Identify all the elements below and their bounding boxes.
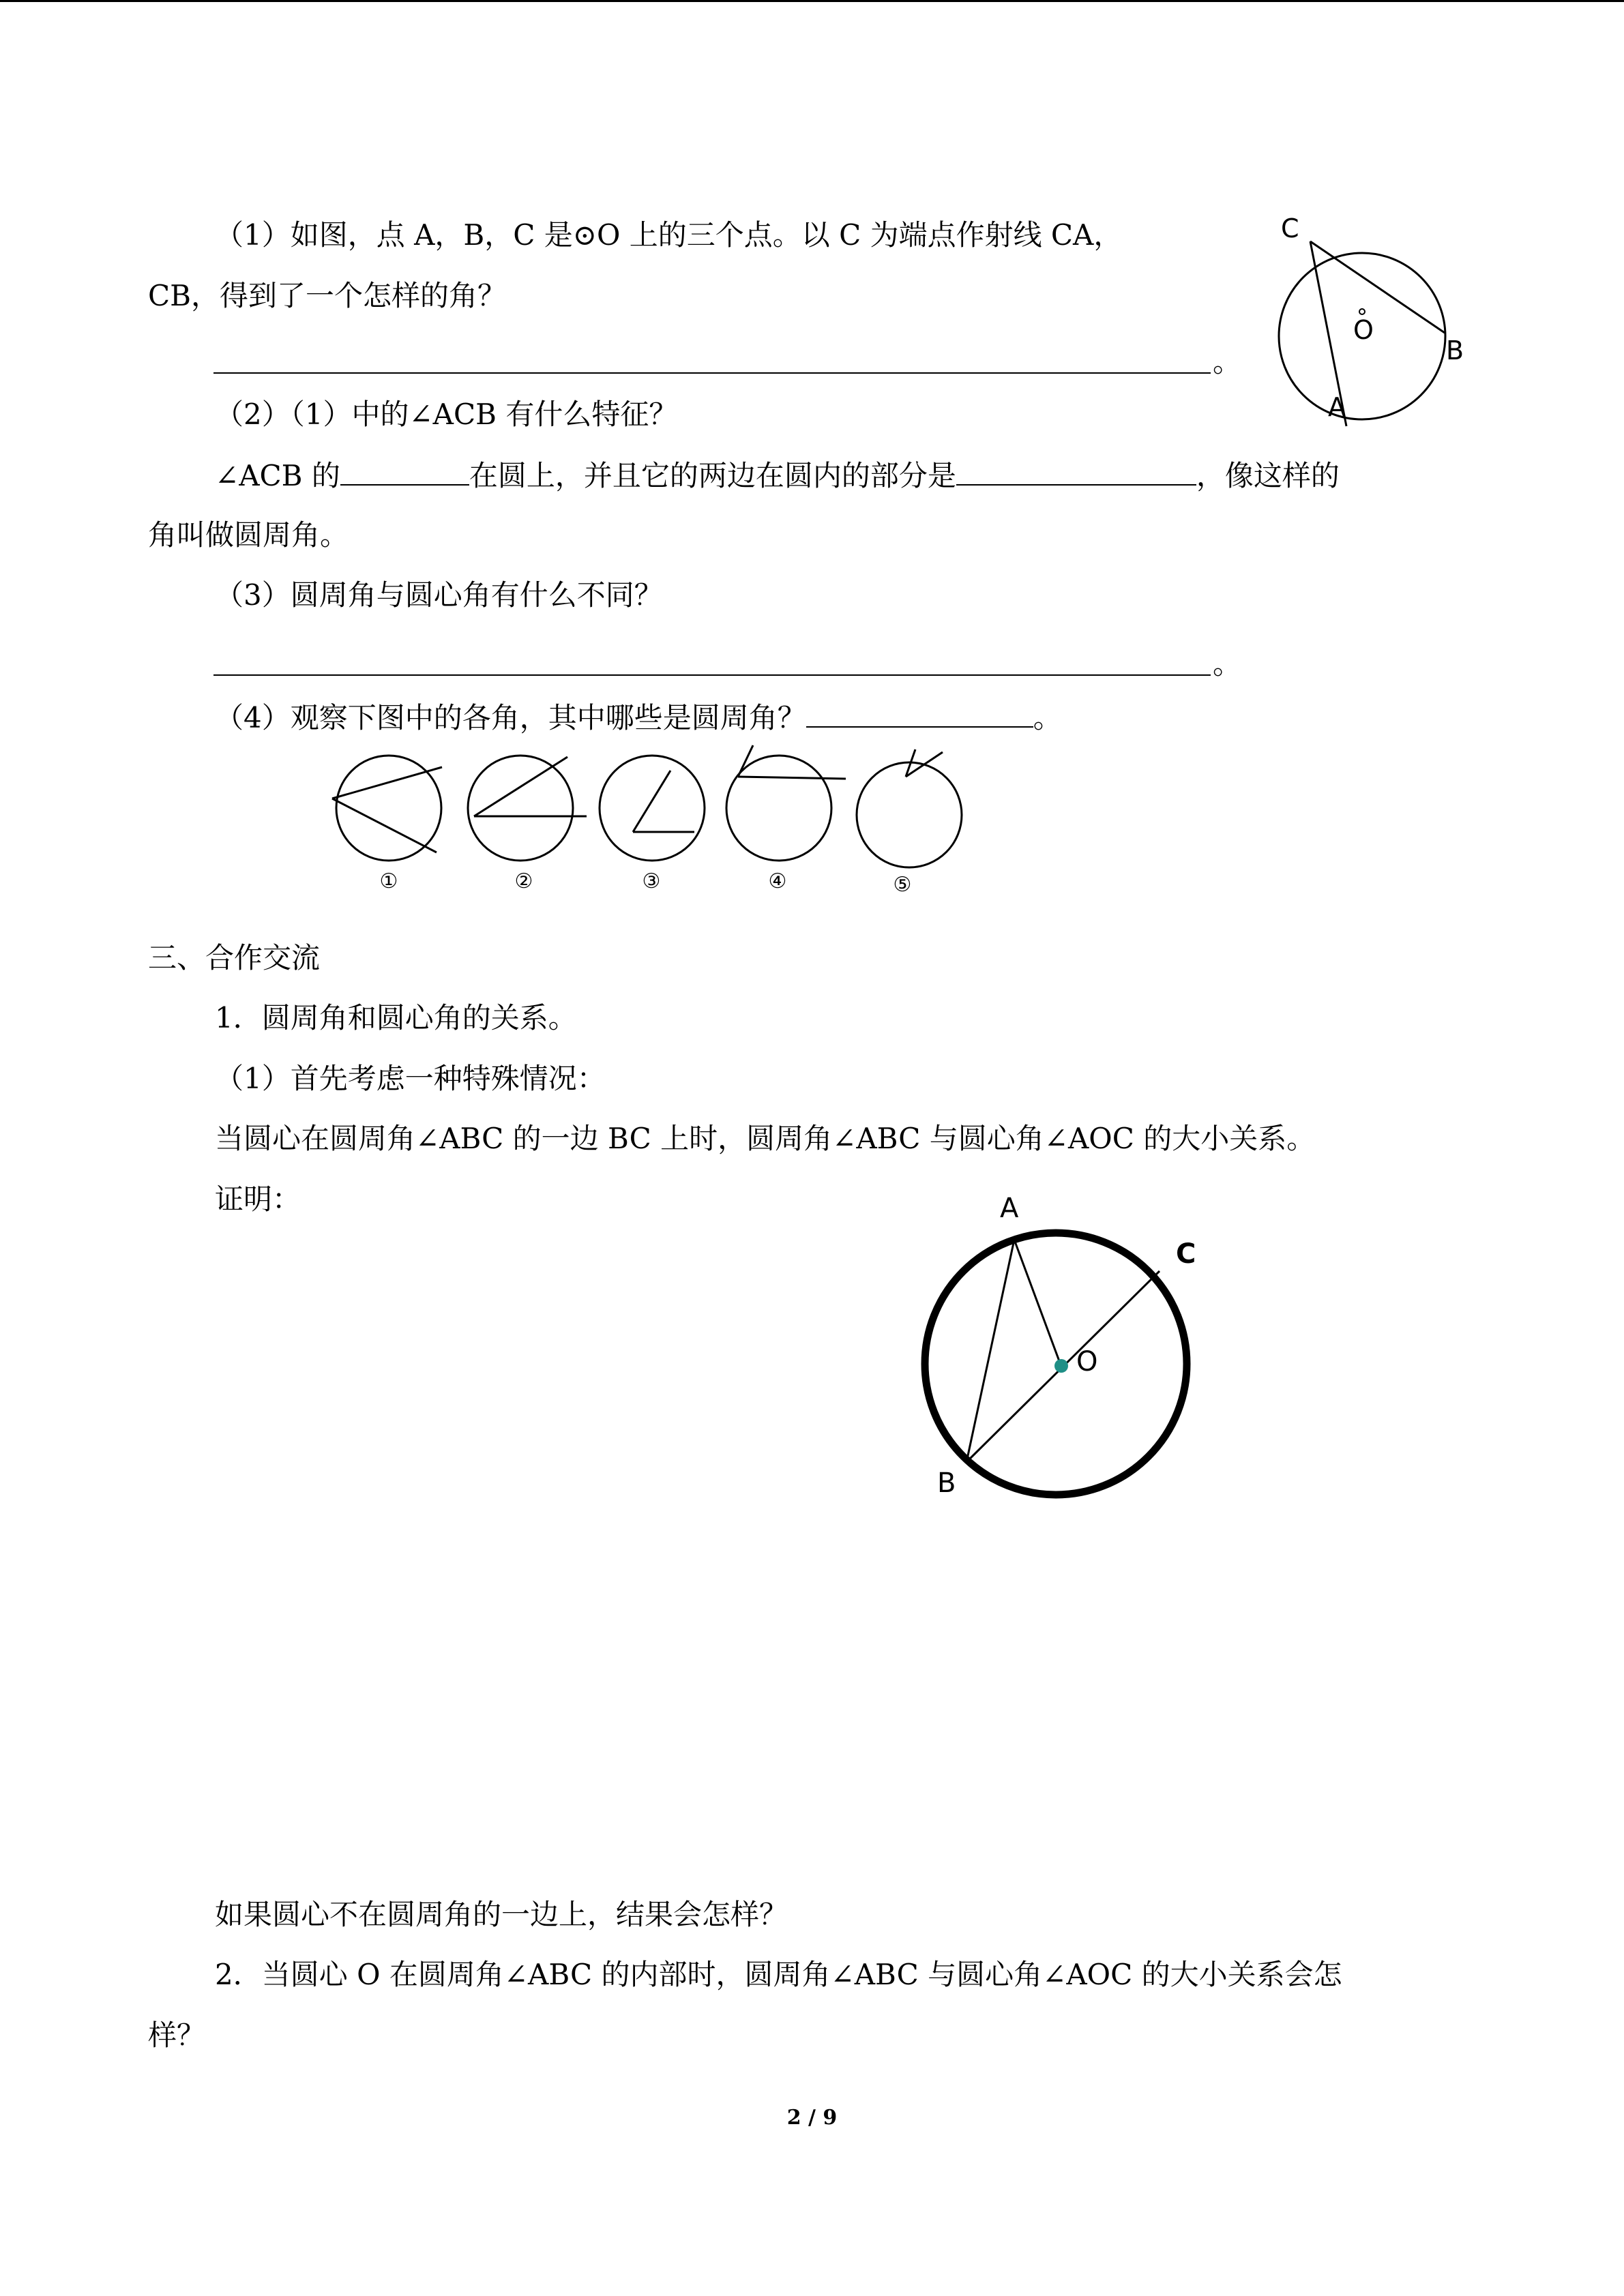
q2-line2-a: ∠ACB 的	[215, 459, 340, 492]
fig1-label-o: O	[1353, 315, 1374, 345]
fig1-label-b: B	[1446, 336, 1464, 366]
fig2-radius-oa	[1014, 1240, 1061, 1367]
q3-line1: （3）圆周角与圆心角有什么不同？	[215, 578, 663, 612]
q4-label-4: ④	[768, 869, 787, 893]
section3-heading: 三、合作交流	[148, 941, 321, 974]
page-number: 2 / 9	[786, 2106, 838, 2130]
q4-figure-4	[726, 745, 846, 893]
q4-label-5: ⑤	[893, 873, 912, 897]
q4-label-2: ②	[514, 869, 533, 893]
section3-sub1: （1）首先考虑一种特殊情况：	[215, 1062, 606, 1095]
fig1-label-a: A	[1328, 392, 1346, 422]
q2-line2-c: ，像这样的	[1196, 459, 1340, 492]
q2-blank-sides[interactable]	[956, 461, 1196, 486]
section3-case-text: 当圆心在圆周角∠ABC 的一边 BC 上时，圆周角∠ABC 与圆心角∠AOC 的大小关系。	[215, 1122, 1316, 1155]
section3-item2-line1: 2．当圆心 O 在圆周角∠ABC 的内部时，圆周角∠ABC 与圆心角∠AOC 的大小关系会怎	[215, 1958, 1342, 1991]
q4-figure-1	[332, 756, 442, 893]
q2-line1: （2）（1）中的∠ACB 有什么特征？	[215, 398, 678, 431]
q1-blank-end: 。	[1213, 345, 1242, 378]
q1-answer-blank[interactable]	[213, 372, 1211, 374]
q1-line2: CB，得到了一个怎样的角？	[148, 279, 507, 312]
section3-followup: 如果圆心不在圆周角的一边上，结果会怎样？	[215, 1898, 788, 1931]
q3-blank-end: 。	[1213, 647, 1242, 681]
fig2-label-a: A	[1000, 1193, 1019, 1224]
section3-item1: 1．圆周角和圆心角的关系。	[215, 1001, 577, 1034]
q2-line3: 角叫做圆周角。	[148, 518, 349, 552]
fig1-inscribed-angle-diagram	[1262, 211, 1466, 430]
q4-line1	[215, 703, 1062, 732]
q2-line2-b: 在圆上，并且它的两边在圆内的部分是	[469, 459, 956, 492]
q4-blank-end: 。	[1033, 701, 1062, 734]
q4-angles-figure	[321, 740, 989, 904]
section3-proof-label: 证明：	[215, 1182, 301, 1216]
fig2-center-dot	[1054, 1359, 1068, 1373]
q4-answer-blank[interactable]	[806, 703, 1033, 728]
fig2-diameter-diagram	[900, 1187, 1228, 1514]
q2-line2	[215, 461, 1340, 490]
section3-item2-line2: 样？	[148, 2018, 206, 2052]
q1-line1: （1）如图，点 A，B，C 是⊙O 上的三个点。以 C 为端点作射线 CA，	[215, 218, 1123, 252]
fig1-label-c: C	[1281, 213, 1299, 243]
q4-figure-2	[468, 756, 587, 893]
page-top-border	[0, 0, 1624, 2]
q4-figure-5	[857, 749, 962, 897]
q3-answer-blank[interactable]	[213, 674, 1211, 676]
fig2-label-b: B	[937, 1467, 956, 1499]
q4-prompt: （4）观察下图中的各角，其中哪些是圆周角？	[215, 701, 806, 734]
q4-label-3: ③	[642, 869, 661, 893]
q4-figure-3	[600, 756, 705, 893]
fig2-label-o: O	[1076, 1346, 1098, 1377]
fig2-chord-ab	[966, 1240, 1014, 1462]
fig1-center-dot	[1359, 309, 1365, 314]
q2-blank-vertex[interactable]	[340, 461, 469, 486]
q4-label-1: ①	[379, 869, 398, 893]
fig2-label-c: C	[1176, 1238, 1196, 1270]
